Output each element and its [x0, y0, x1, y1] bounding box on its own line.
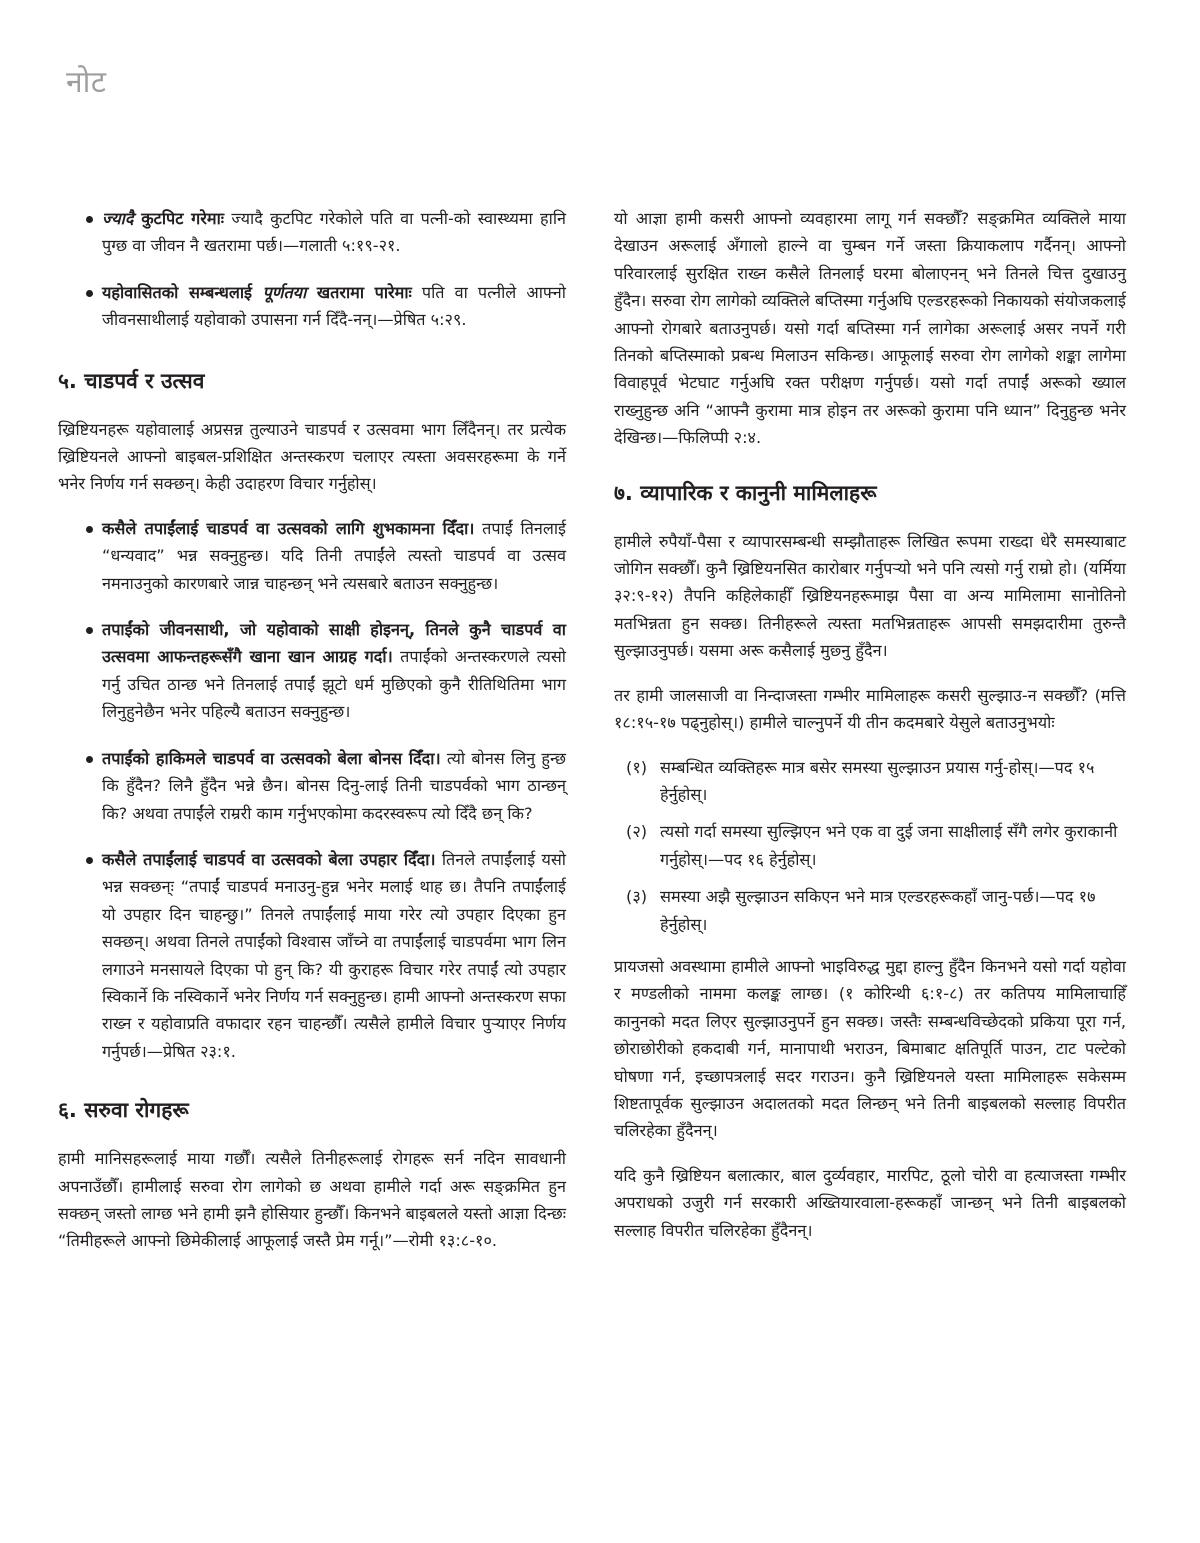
list-item [58, 745, 566, 827]
bullet-icon [86, 627, 93, 634]
step-number: (२) [626, 822, 648, 842]
right-column [614, 205, 1126, 1261]
bullet-text: तपाईं तिनलाई “धन्यवाद” भन्न सक्नुहुन्छ। यदि तिनी तपाईंले त्यस्तो चाडपर्व वा उत्सव नमनाउनुको कारणबारे जान्न चाहन्छन् भने त्यसबारे बताउन सक्नुहुन्छ। [102, 518, 567, 593]
bullet-icon [86, 216, 93, 223]
bullet-lead: कुटपिट गरेमाः [133, 209, 225, 228]
section-heading-7: ७. व्यापारिक र कानुनी मामिलाहरू [614, 480, 877, 505]
list-item [58, 616, 566, 726]
bullet-list-section-5 [58, 515, 566, 1065]
bullet-list-top [58, 205, 566, 334]
bullet-text: पति वा पत्नीले आफ्नो जीवनसाथीलाई यहोवाको उपासना गर्न दिँदै-नन्।—प्रेषित ५:२९. [102, 282, 566, 330]
step-item [614, 883, 1126, 938]
step-item [614, 818, 1126, 873]
bullet-text: ज्यादै कुटपिट गरेकोले पति वा पत्नी-को स्वास्थ्यमा हानि पुग्छ वा जीवन नै खतरामा पर्छ।—गलाती ५:१९-२१. [102, 209, 566, 256]
step-text: त्यसो गर्दा समस्या सुल्झिएन भने एक वा दुई जना साक्षीलाई सँगै लगेर कुराकानी गर्नुहोस्।—पद १६ हेर्नुहोस्। [660, 822, 1118, 869]
list-item [58, 515, 566, 597]
bullet-icon [86, 526, 93, 533]
step-number: (१) [626, 757, 648, 777]
step-text: सम्बन्धित व्यक्तिहरू मात्र बसेर समस्या सुल्झाउन प्रयास गर्नु-होस्।—पद १५ हेर्नुहोस्। [660, 757, 1095, 804]
bullet-text: तिनले तपाईंलाई यसो भन्न सक्छन्ः “तपाईं चाडपर्व मनाउनु-हुन्न भनेर मलाई थाह छ। तैपनि तपाईंलाई यो उपहार दिन चाहन्छु।” तिनले तपाईंलाई माया गरेर त्यो उपहार दिएका हुन सक्छन्। अथवा तिनले तपाईंको विश्वास जाँच्ने वा तपाईंलाई चाडपर्वमा भाग लिन लगाउने मनसायले दिएका पो हुन् कि? यी कुराहरू विचार गरेर तपाईं त्यो उपहार स्विकार्ने कि नस्विकार्ने भनेर निर्णय गर्न सक्नुहुन्छ। हामी आफ्नो अन्तस्करण सफा राख्न र यहोवाप्रति वफादार रहन चाहन्छौँ। त्यसैले हामीले विचार पुऱ्याएर निर्णय गर्नुपर्छ।—प्रेषित २३:१. [102, 849, 566, 1061]
section-7-paragraph-3: प्रायजसो अवस्थामा हामीले आफ्नो भाइविरुद्ध मुद्दा हाल्नु हुँदैन किनभने यसो गर्दा यहोवा र मण्डलीको नाममा कलङ्क लाग्छ। (१ कोरिन्थी ६:१-८) तर कतिपय मामिलाचाहिँ कानुनको मदत लिएर सुल्झाउनुपर्ने हुन सक्छ। जस्तैः सम्बन्धविच्छेदको प्रकिया पूरा गर्न, छोराछोरीको हकदाबी गर्न, मानापाथी भराउन, बिमाबाट क्षतिपूर्ति पाउन, टाट पल्टेको घोषणा गर्न, इच्छापत्रलाई सदर गराउन। कुनै ख्रिष्टियनले यस्ता मामिलाहरू सकेसम्म शिष्टतापूर्वक सुल्झाउन अदालतको मदत लिन्छन् भने तिनी बाइबलको सल्लाह विपरीत चलिरहेका हुँदैनन्। [614, 956, 1126, 1141]
bullet-lead: कसैले तपाईंलाई चाडपर्व वा उत्सवको बेला उपहार दिँदा। [102, 849, 436, 869]
bullet-icon [86, 756, 93, 763]
section-6-paragraph: हामी मानिसहरूलाई माया गर्छौँ। त्यसैले तिनीहरूलाई रोगहरू सर्न नदिन सावधानी अपनाउँछौँ। हामीलाई सरुवा रोग लागेको छ अथवा हामीले गर्दा अरू सङ्क्रमित हुन सक्छन् जस्तो लाग्छ भने हामी झनै होसियार हुन्छौँ। किनभने बाइबलले यस्तो आज्ञा दिन्छः “तिमीहरूले आफ्नो छिमेकीलाई आफूलाई जस्तै प्रेम गर्नू।”—रोमी १३:८-१०. [58, 1149, 566, 1251]
list-item [58, 279, 566, 334]
step-number: (३) [626, 887, 648, 907]
steps-list [614, 754, 1126, 938]
bullet-lead: यहोवासितको सम्बन्धलाई [102, 282, 263, 302]
left-column [58, 205, 566, 1272]
section-6-continued-paragraph: यो आज्ञा हामी कसरी आफ्नो व्यवहारमा लागू गर्न सक्छौँ? सङ्क्रमित व्यक्तिले माया देखाउन अरूलाई अँगालो हाल्ने वा चुम्बन गर्ने जस्ता क्रियाकलाप गर्दैनन्। आफ्नो परिवारलाई सुरक्षित राख्न कसैले तिनलाई घरमा बोलाएनन् भने तिनले चित्त दुखाउनु हुँदैन। सरुवा रोग लागेको व्यक्तिले बप्तिस्मा गर्नुअघि एल्डरहरूको निकायको संयोजकलाई आफ्नो रोगबारे बताउनुपर्छ। यसो गर्दा बप्तिस्मा गर्न लागेका अरूलाई असर नपर्ने गरी तिनको बप्तिस्माको प्रबन्ध मिलाउन सकिन्छ। आफूलाई सरुवा रोग लागेको शङ्का लागेमा विवाहपूर्व भेटघाट गर्नुअघि रक्त परीक्षण गर्नुपर्छ। यसो गर्दा तपाईं अरूको ख्याल राख्नुहुन्छ अनि “आफ्नै कुरामा मात्र होइन तर अरूको कुरामा पनि ध्यान” दिनुहुन्छ भनेर देखिन्छ।—फिलिप्पी २:४. [614, 209, 1126, 448]
bullet-lead: खतरामा पारेमाः [306, 282, 412, 302]
section-heading-6: ६. सरुवा रोगहरू [58, 1098, 189, 1123]
bullet-lead: तपाईंको जीवनसाथी, जो यहोवाको साक्षी होइनन्, तिनले कुनै चाडपर्व वा उत्सवमा आफन्तहरूसँगै खाना खान आग्रह गर्दा। [102, 620, 566, 667]
section-7-paragraph-2: तर हामी जालसाजी वा निन्दाजस्ता गम्भीर मामिलाहरू कसरी सुल्झाउ-न सक्छौँ? (मत्ति १८:१५-१७ पढ्नुहोस्।) हामीले चाल्नुपर्ने यी तीन कदमबारे येसुले बताउनुभयोः [614, 685, 1126, 733]
list-item [58, 205, 566, 260]
bullet-text: त्यो बोनस लिनु हुन्छ कि हुँदैन? लिनै हुँदैन भन्ने छैन। बोनस दिनु-लाई तिनी चाडपर्वको भाग ठान्छन् कि? अथवा तपाईंले राम्ररी काम गर्नुभएकोमा कदरस्वरूप त्यो दिँदै छन् कि? [102, 748, 566, 823]
bullet-text: तपाईंको अन्तस्करणले त्यसो गर्नु उचित ठान्छ भने तिनलाई तपाईं झूटो धर्म मुछिएको कुनै रीतिथितिमा भाग लिनुहुनेछैन भनेर पहिल्यै बताउन सक्नुहुन्छ। [102, 647, 566, 722]
section-5-intro: ख्रिष्टियनहरू यहोवालाई अप्रसन्न तुल्याउने चाडपर्व र उत्सवमा भाग लिँदैनन्। तर प्रत्येक ख्रिष्टियनले आफ्नो बाइबल-प्रशिक्षित अन्तस्करण चलाएर त्यस्ता अवसरहरूमा के गर्ने भनेर निर्णय गर्न सक्छन्। केही उदाहरण विचार गर्नुहोस्। [58, 419, 566, 494]
section-heading-5: ५. चाडपर्व र उत्सव [58, 368, 205, 393]
bullet-icon [86, 857, 93, 864]
bullet-icon [86, 290, 93, 297]
step-item [614, 754, 1126, 809]
bullet-lead: तपाईंको हाकिमले चाडपर्व वा उत्सवको बेला बोनस दिँदा। [102, 748, 441, 768]
step-text: समस्या अझै सुल्झाउन सकिएन भने मात्र एल्डरहरूकहाँ जानु-पर्छ।—पद १७ हेर्नुहोस्। [660, 887, 1096, 934]
section-7-paragraph-1: हामीले रुपैयाँ-पैसा र व्यापारसम्बन्धी सम्झौताहरू लिखित रूपमा राख्दा धेरै समस्याबाट जोगिन सक्छौँ। कुनै ख्रिष्टियनसित कारोबार गर्नुपऱ्यो भने पनि त्यसो गर्नु राम्रो हो। (यर्मिया ३२:९-१२) तैपनि कहिलेकाहीँ ख्रिष्टियनहरूमाझ पैसा वा अन्य मामिलामा सानोतिनो मतभिन्नता हुन सक्छ। तिनीहरूले त्यस्ता मतभिन्नताहरू आपसी समझदारीमा तुरुन्तै सुल्झाउनुपर्छ। यसमा अरू कसैलाई मुछ्नु हुँदैन। [614, 531, 1126, 661]
page-header-title: नोट [66, 65, 107, 100]
section-7-paragraph-4: यदि कुनै ख्रिष्टियन बलात्कार, बाल दुर्व्यवहार, मारपिट, ठूलो चोरी वा हत्याजस्ता गम्भीर अपराधको उजुरी गर्न सरकारी अख्तियारवाला-हरूकहाँ जान्छन् भने तिनी बाइबलको सल्लाह विपरीत चलिरहेका हुँदैनन्। [614, 1165, 1126, 1240]
bullet-lead-italic: ज्यादै [102, 209, 134, 228]
bullet-lead: कसैले तपाईंलाई चाडपर्व वा उत्सवको लागि शुभकामना दिँदा। [102, 518, 475, 538]
bullet-lead-italic: पूर्णतया [262, 282, 307, 302]
list-item [58, 846, 566, 1065]
